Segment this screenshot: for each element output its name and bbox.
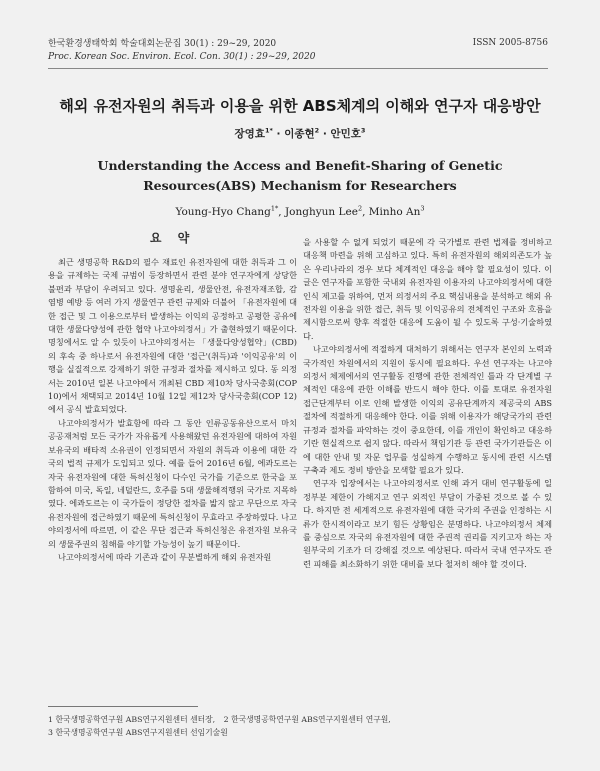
author-ko: 장영효 [234,128,265,140]
author-en: Jonghyun Lee [284,206,358,218]
journal-citation-ko: 한국환경생태학회 학술대회논문집 30(1) : 29~29, 2020 [48,39,277,49]
author-en-affiliation: 3 [420,204,425,213]
author-ko: 안민호 [330,128,361,140]
footnotes [48,713,548,739]
issn: ISSN 2005-8756 [472,38,548,48]
journal-header [48,38,315,64]
left-column [48,230,297,564]
paragraph: 최근 생명공학 R&D의 필수 재료인 유전자원에 대한 취득과 그 이용을 규제하는 국제 규범이 등장하면서 관련 분야 연구자에게 상당한 불편과 부담이 우려되고 있다. 생명윤리, 생물안전, 유전자재조합, 감염병 예방 등 여러 가지 생물연구 관련 규제와 더불어 「유전자원에 대한 접근 및 그 이용으로부터 발생하는 이익의 공정하고 공평한 공유에 대한 생물다양성에 관한 협약 나고야의정서」가 출현하였기 때문이다. 명칭에서도 알 수 있듯이 나고야의정서는 「생물다양성협약」(CBD)의 후속 중 하나로서 유전자원에 대한 '접근'(취득)과 '이익공유'의 이행을 실질적으로 강제하기 위한 규정과 절차를 제시하고 있다. 동 의정서는 2010년 일본 나고야에서 개최된 CBD 제10차 당사국총회(COP 10)에서 채택되고 2014년 10월 12일 제12차 당사국총회(COP 12)에서 공식 발효되었다. [48,257,297,415]
author-en-affiliation: 1* [270,204,279,213]
title-korean: 해외 유전자원의 취득과 이용을 위한 ABS체계의 이해와 연구자 대응방안 [59,97,541,115]
footnote: 2 한국생명공학연구원 ABS연구지원센터 연구원, [223,715,391,724]
paragraph: 나고야의정서에 적절하게 대처하기 위해서는 연구자 본인의 노력과 국가적인 차원에서의 지원이 동시에 필요하다. 우선 연구자는 나고야의정서 체제에서의 연구활동 진행에 관한 전체적인 틀과 각 단계별 구체적인 대응에 관한 이해를 반드시 해야 한다. 이를 토대로 유전자원 접근단계부터 이로 인해 발생한 이익의 공유단계까지 제공국의 ABS절차에 적절하게 대응해야 한다. 이를 위해 이용자가 해당국가의 관련규정과 절차를 파악하는 것이 중요한데, 이를 개인이 확인하고 대응하기란 현실적으로 쉽지 않다. 따라서 책임기관 등 관련 국가기관들은 이에 대한 안내 및 자문 업무를 성실하게 수행하고 동시에 관련 시스템 구축과 제도 정비 방안을 모색할 필요가 있다. [303,344,552,475]
author-ko: 이종현 [284,128,315,140]
authors-english: Young-Hyo Chang$^{1*}$, Jonghyun Lee$^2$, Minho An$^3$ [175,204,425,218]
footnote: 3 한국생명공학연구원 ABS연구지원센터 선임기술원 [48,728,228,737]
author-en-affiliation: 2 [357,204,363,213]
right-column [303,236,552,571]
title-english: Understanding the Access and Benefit-Sharing of Genetic Resources(ABS) Mechanism for Researchers [97,158,503,193]
author-ko-affiliation: 2 [314,126,320,135]
footnote-divider [48,706,198,707]
footnote: 1 한국생명공학연구원 ABS연구지원센터 센터장, [48,715,216,724]
paragraph: 나고야의정서가 발효함에 따라 그 동안 인류공동유산으로서 마치 공공재처럼 모든 국가가 자유롭게 사용해왔던 유전자원에 대하여 자원 보유국의 배타적 소유권이 인정되면서 자원의 취득과 이용에 대한 각국의 법적 규제가 도입되고 있다. 예를 들어 2016년 6월, 에콰도르는 자국 유전자원에 대한 특허신청이 다수인 국가를 기준으로 한국을 포함하여 미국, 독일, 네덜란드, 호주를 5대 생물해적행위 국가로 지목하였다. 에콰도르는 이 국가들이 정당한 절차를 밟지 않고 무단으로 자국 유전자원에 접근하였기 때문에 특허신청이 무효라고 주장하였다. 나고야의정서에 따르면, 이 같은 무단 접근과 특허신청은 유전자원 보유국의 생물주권의 침해를 야기할 가능성이 높기 때문이다. [48,417,297,549]
author-ko-affiliation: 1* [264,126,273,135]
paragraph: 을 사용할 수 없게 되었기 때문에 각 국가별로 관련 법제를 정비하고 대응책 마련을 위해 고심하고 있다. 특히 유전자원의 해외의존도가 높은 우리나라의 경우 보다 체계적인 대응을 해야 할 필요성이 있다. 이 글은 연구자를 포함한 국내외 유전자원 이용자의 나고야의정서에 대한 인식 제고를 위하여, 먼저 의정서의 주요 핵심내용을 분석하고 해외 유전자원 이용을 위한 접근, 취득 및 이익공유의 전체적인 구조와 흐름을 제시함으로써 향후 적절한 대응에 도움이 될 수 있도록 구성·기술하였다. [303,237,552,341]
journal-citation-en: Proc. Korean Soc. Environ. Ecol. Con. 30(1) : 29~29, 2020 [48,52,316,62]
header-divider [48,68,548,69]
author-en: Young-Hyo Chang [175,206,271,218]
authors-korean: 장영효$^{1*}$ · 이종현$^2$ · 안민호$^3$ [234,126,366,140]
abstract-heading: 요 약 [149,231,196,245]
author-en: Minho An [368,206,421,218]
paragraph: 나고야의정서에 따라 기존과 같이 무분별하게 해외 유전자원 [58,551,272,562]
paragraph: 연구자 입장에서는 나고야의정서로 인해 과거 대비 연구활동에 일정부분 제한이 가해지고 연구 외적인 부담이 가중된 것으로 볼 수 있다. 하지만 전 세계적으로 유전자원에 대한 국가의 주권을 인정하는 시류가 한시적이라고 보기 힘든 상황임은 분명하다. 나고야의정서 체제를 중심으로 자국의 유전자원에 대한 주권적 권리를 지키고자 하는 자원부국의 기조가 더 강해질 것으로 예상된다. 따라서 국내 연구자도 관련 피해를 최소화하기 위한 대비를 보다 철저히 해야 할 것이다. [303,478,552,569]
author-ko-affiliation: 3 [360,126,366,135]
